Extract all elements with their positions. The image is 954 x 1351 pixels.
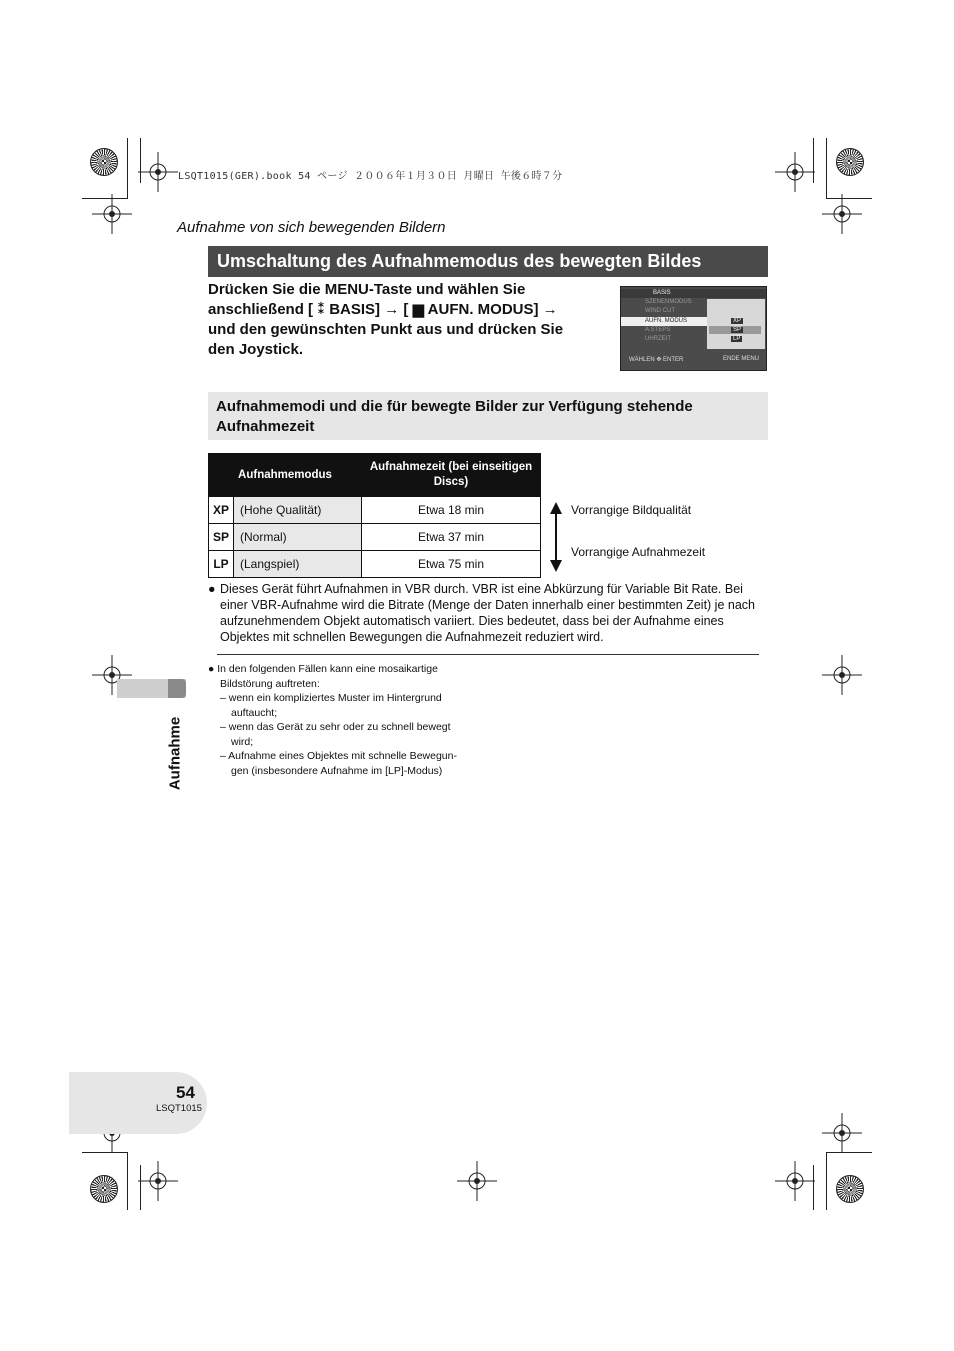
recording-modes-table	[208, 453, 541, 578]
crosshair-mark	[92, 194, 132, 234]
crosshair-mark	[457, 1161, 497, 1201]
registration-wheel-bottom-right	[836, 1175, 864, 1203]
table-row	[209, 551, 541, 578]
mode-code: LP	[209, 551, 234, 578]
menu-tab-bar	[621, 289, 766, 298]
arrow-label-time: Vorrangige Aufnahmezeit	[571, 545, 706, 559]
note-line: ● In den folgenden Fällen kann eine mosaikartige	[208, 663, 438, 675]
mosaic-note	[208, 662, 498, 778]
section-heading: Aufnahme von sich bewegenden Bildern	[177, 219, 446, 236]
menu-footer-right: ENDE MENU	[723, 356, 760, 362]
table-header-mode: Aufnahmemodus	[209, 454, 362, 497]
menu-option: XP	[733, 318, 742, 324]
subheading-bar	[208, 392, 768, 440]
mode-description: (Langspiel)	[234, 551, 362, 578]
page-title: Umschaltung des Aufnahmemodus des bewegten Bildes	[217, 251, 702, 271]
crop-mark	[127, 1152, 128, 1210]
menu-item: AUFN. MODUS	[645, 318, 687, 324]
instruction-line: anschließend [ ⁑ BASIS] → [ ▆ AUFN. MODUS] →	[208, 301, 558, 318]
instruction-line: den Joystick.	[208, 341, 304, 358]
registration-wheel-bottom-left	[90, 1175, 118, 1203]
page-code: LSQT1015	[156, 1103, 202, 1114]
crosshair-mark	[822, 655, 862, 695]
table-header-row	[209, 454, 541, 497]
bullet-icon: ●	[208, 582, 216, 596]
crosshair-mark	[822, 1113, 862, 1153]
divider	[217, 654, 759, 655]
menu-item: WIND CUT	[645, 308, 675, 314]
mode-code: XP	[209, 497, 234, 524]
subheading: Aufnahmemodi und die für bewegte Bilder zur Verfügung stehende Aufnahmezeit	[216, 398, 693, 435]
menu-item: SZENENMODUS	[645, 299, 692, 305]
crop-mark	[826, 138, 827, 199]
crop-mark	[127, 138, 128, 199]
registration-wheel-top-right	[836, 148, 864, 176]
menu-option: SP	[733, 327, 742, 333]
mode-code: SP	[209, 524, 234, 551]
menu-footer-left: WÄHLEN ✥ ENTER	[629, 357, 684, 363]
chapter-tab-marker	[168, 679, 186, 698]
crosshair-mark	[138, 152, 178, 192]
note-line: auftaucht;	[231, 706, 278, 719]
note-line: – Aufnahme eines Objektes mit schnelle Bewegun-	[220, 750, 457, 762]
menu-option: LP	[733, 336, 741, 342]
registration-wheel-top-left	[90, 148, 118, 176]
mode-time: Etwa 18 min	[362, 497, 541, 524]
menu-screenshot	[620, 286, 767, 371]
instruction-line: und den gewünschten Punkt aus und drücken Sie	[208, 321, 564, 338]
note-line: gen (insbesondere Aufnahme im [LP]-Modus)	[231, 764, 443, 777]
table-row	[209, 497, 541, 524]
crosshair-mark	[138, 1161, 178, 1201]
note-line: Bildstörung auftreten:	[220, 677, 320, 690]
vbr-note	[208, 581, 768, 645]
menu-item: UHRZEIT	[645, 336, 671, 342]
arrow-label-quality: Vorrangige Bildqualität	[571, 503, 692, 517]
instruction-line: Drücken Sie die MENU-Taste und wählen Sie	[208, 281, 526, 298]
double-arrow-icon	[548, 502, 564, 572]
title-bar	[208, 246, 768, 277]
table-header-time: Aufnahmezeit (bei einseitigen Discs)	[362, 454, 541, 497]
crosshair-mark	[775, 152, 815, 192]
crosshair-mark	[775, 1161, 815, 1201]
mode-time: Etwa 75 min	[362, 551, 541, 578]
crop-mark	[826, 1152, 827, 1210]
table-row	[209, 524, 541, 551]
vbr-note-text: Dieses Gerät führt Aufnahmen in VBR durch. VBR ist eine Abkürzung für Variable Bit Rate. Bei einer VBR-Aufnahme wird die Bitrate (Menge der Daten innerhalb einer bestimmten Zeit) je nach aufzunehmendem Objekt automatisch variiert. Dies bedeutet, dass bei der Aufnahme eines Objektes mit schnellen Bewegungen die Aufnahmezeit reduziert wird.	[220, 582, 755, 644]
menu-tab-label: BASIS	[653, 290, 671, 296]
mode-time: Etwa 37 min	[362, 524, 541, 551]
note-line: – wenn ein kompliziertes Muster im Hintergrund	[220, 692, 442, 704]
instruction-text	[208, 280, 603, 360]
note-line: wird;	[231, 735, 254, 748]
print-header-line: LSQT1015(GER).book 54 ページ ２００６年１月３０日 月曜日 午後６時７分	[178, 171, 563, 182]
crosshair-mark	[822, 194, 862, 234]
page-number: 54	[176, 1083, 195, 1102]
chapter-label: Aufnahme	[166, 716, 184, 791]
mode-description: (Hohe Qualität)	[234, 497, 362, 524]
note-line: – wenn das Gerät zu sehr oder zu schnell bewegt	[220, 721, 451, 733]
menu-item: A.STEPS	[645, 327, 671, 333]
mode-description: (Normal)	[234, 524, 362, 551]
